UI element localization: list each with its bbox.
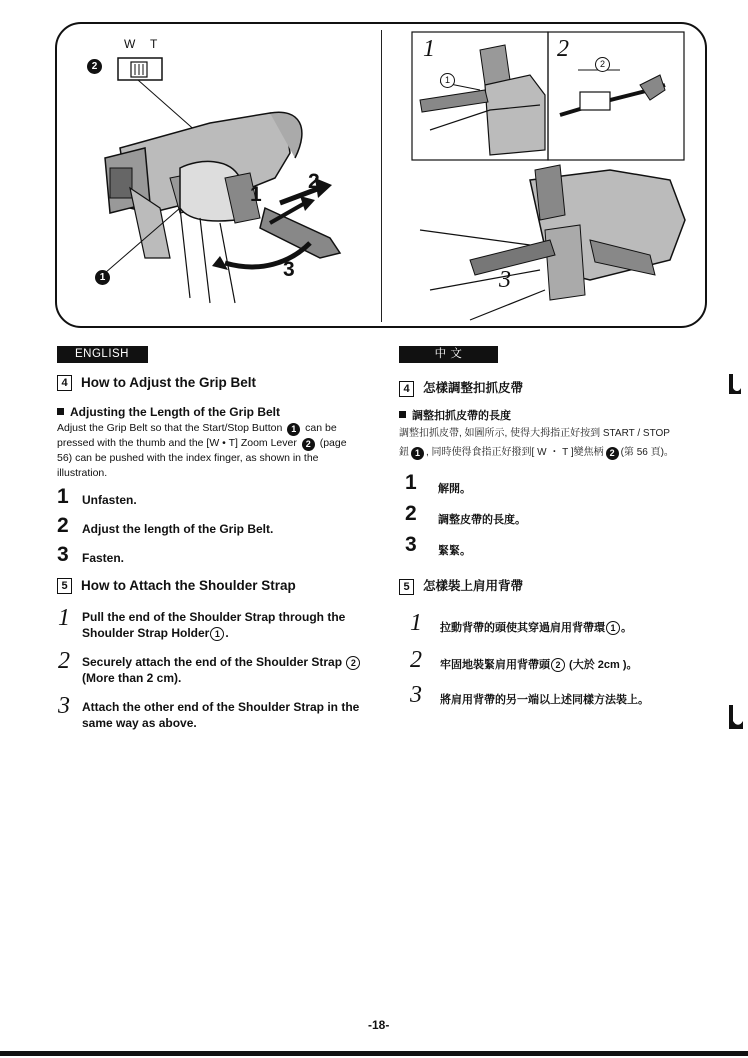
zh-section-5-heading bbox=[399, 576, 523, 595]
panel-label-2: 2 bbox=[557, 36, 569, 62]
bottom-rule bbox=[0, 1051, 748, 1056]
step-text: Unfasten. bbox=[82, 493, 137, 507]
arrow-label-2: 2 bbox=[308, 170, 320, 193]
zh-step-text: 解開。 bbox=[438, 483, 471, 495]
zh-subtitle-text: 調整扣抓皮帶的長度 bbox=[412, 410, 511, 422]
panel-label-3: 3 bbox=[499, 267, 511, 293]
chinese-language-bar: 中 文 bbox=[399, 346, 498, 363]
step-number: 2 bbox=[58, 648, 70, 674]
zh-instructions-line1: 調整扣抓皮帶, 如圖所示, 使得大拇指正好按到 START / STOP bbox=[399, 428, 670, 439]
zh-section-4-title: 怎樣調整扣抓皮帶 bbox=[423, 381, 524, 395]
step-text: Adjust the length of the Grip Belt. bbox=[82, 522, 274, 536]
arrow-label-1: 1 bbox=[250, 183, 262, 206]
step-number: 1 bbox=[57, 485, 69, 508]
zh-step-number: 1 bbox=[405, 471, 417, 494]
illustration-divider bbox=[381, 30, 382, 322]
zh-strap-circled-number: 2 bbox=[551, 658, 565, 672]
bullet-icon bbox=[399, 411, 406, 418]
section-4-heading bbox=[57, 375, 256, 391]
zh-holder-circled-number: 1 bbox=[606, 621, 620, 635]
strap-circled-number: 2 bbox=[346, 656, 360, 670]
zh-start-stop-badge: 1 bbox=[411, 447, 424, 460]
page-number: -18- bbox=[368, 1018, 390, 1032]
holder-circled-number: 1 bbox=[210, 627, 224, 641]
zh-instructions-line2 bbox=[399, 443, 709, 462]
zh-section-4-heading bbox=[399, 378, 523, 397]
panel-label-1: 1 bbox=[423, 36, 435, 62]
edge-tab-mark bbox=[727, 703, 745, 731]
section-5-number: 5 bbox=[57, 578, 72, 594]
arrow-label-3: 3 bbox=[283, 258, 295, 281]
start-stop-button-badge: 1 bbox=[287, 423, 300, 436]
subtitle-text: Adjusting the Length of the Grip Belt bbox=[70, 405, 280, 419]
step-number: 2 bbox=[57, 514, 69, 537]
step-number: 1 bbox=[58, 605, 70, 631]
zh-subtitle bbox=[399, 407, 511, 423]
zh-step-text-a: 拉動背帶的頭使其穿過肩用背帶環 bbox=[440, 622, 605, 634]
zh-zoom-lever-badge: 2 bbox=[606, 447, 619, 460]
step-text-b: . bbox=[225, 626, 229, 640]
zh-step-number: 2 bbox=[410, 647, 422, 673]
zh-step-text bbox=[440, 619, 632, 635]
zh-step-text bbox=[440, 656, 638, 672]
zh-step-text-a: 牢固地裝緊肩用背帶頭 bbox=[440, 659, 550, 671]
zh-instructions bbox=[399, 424, 709, 462]
zh-step-number: 2 bbox=[405, 502, 417, 525]
step-text-b: (More than 2 cm). bbox=[82, 671, 182, 685]
zh-section-5-title: 怎樣裝上肩用背帶 bbox=[423, 579, 524, 593]
bullet-icon bbox=[57, 408, 64, 415]
section-5-heading bbox=[57, 578, 296, 594]
step-text: Fasten. bbox=[82, 551, 125, 565]
zh-text: (第 56 頁)。 bbox=[620, 447, 674, 458]
zoom-t-label: T bbox=[150, 37, 158, 51]
section-4-title: How to Adjust the Grip Belt bbox=[81, 375, 256, 390]
step-number: 3 bbox=[57, 543, 69, 566]
grip-belt-length-subtitle bbox=[57, 405, 280, 419]
start-stop-button-callout: 1 bbox=[95, 270, 110, 285]
zh-step-text-b: (大於 2cm )。 bbox=[566, 659, 638, 671]
step-number: 3 bbox=[58, 693, 70, 719]
zoom-lever-callout: 2 bbox=[87, 59, 102, 74]
shoulder-strap-illustration bbox=[410, 30, 702, 326]
step-text bbox=[82, 654, 362, 686]
edge-tab-mark bbox=[727, 372, 743, 396]
english-language-bar: ENGLISH bbox=[57, 346, 148, 363]
zh-section-4-number: 4 bbox=[399, 381, 414, 397]
instructions-part-a: Adjust the Grip Belt so that the Start/Stop Button bbox=[57, 422, 283, 434]
grip-belt-instructions bbox=[57, 421, 357, 480]
zh-step-text-b: 。 bbox=[621, 622, 632, 634]
section-4-number: 4 bbox=[57, 375, 72, 391]
zh-text: 鈕 bbox=[399, 447, 409, 458]
section-5-title: How to Attach the Shoulder Strap bbox=[81, 578, 296, 593]
step-text-a: Securely attach the end of the Shoulder Strap bbox=[82, 655, 343, 669]
zh-step-text: 將肩用背帶的另一端以上述同樣方法裝上。 bbox=[440, 694, 649, 706]
zh-step-number: 3 bbox=[410, 682, 422, 708]
instructions-part-b: can be pressed with the thumb and the [W • T] Zoom Lever bbox=[57, 422, 337, 449]
zh-step-text: 緊緊。 bbox=[438, 545, 471, 557]
instructions-part-c: (page 56) can be pushed with the index finger, as shown in the illustration. bbox=[57, 437, 347, 479]
step-text-a: Pull the end of the Shoulder Strap through the Shoulder Strap Holder bbox=[82, 610, 346, 640]
step-text bbox=[82, 609, 362, 641]
strap-length-callout: 2 bbox=[595, 57, 610, 72]
zh-section-5-number: 5 bbox=[399, 579, 414, 595]
strap-holder-callout: 1 bbox=[440, 73, 455, 88]
zh-step-number: 3 bbox=[405, 533, 417, 556]
zoom-lever-badge: 2 bbox=[302, 438, 315, 451]
zoom-w-label: W bbox=[124, 37, 136, 51]
step-text: Attach the other end of the Shoulder Strap in the same way as above. bbox=[82, 700, 360, 730]
zh-step-text: 調整皮帶的長度。 bbox=[438, 514, 526, 526]
zh-text: , 同時使得食指正好撥到[ W ・ T ]變焦柄 bbox=[426, 447, 604, 458]
zh-step-number: 1 bbox=[410, 610, 422, 636]
